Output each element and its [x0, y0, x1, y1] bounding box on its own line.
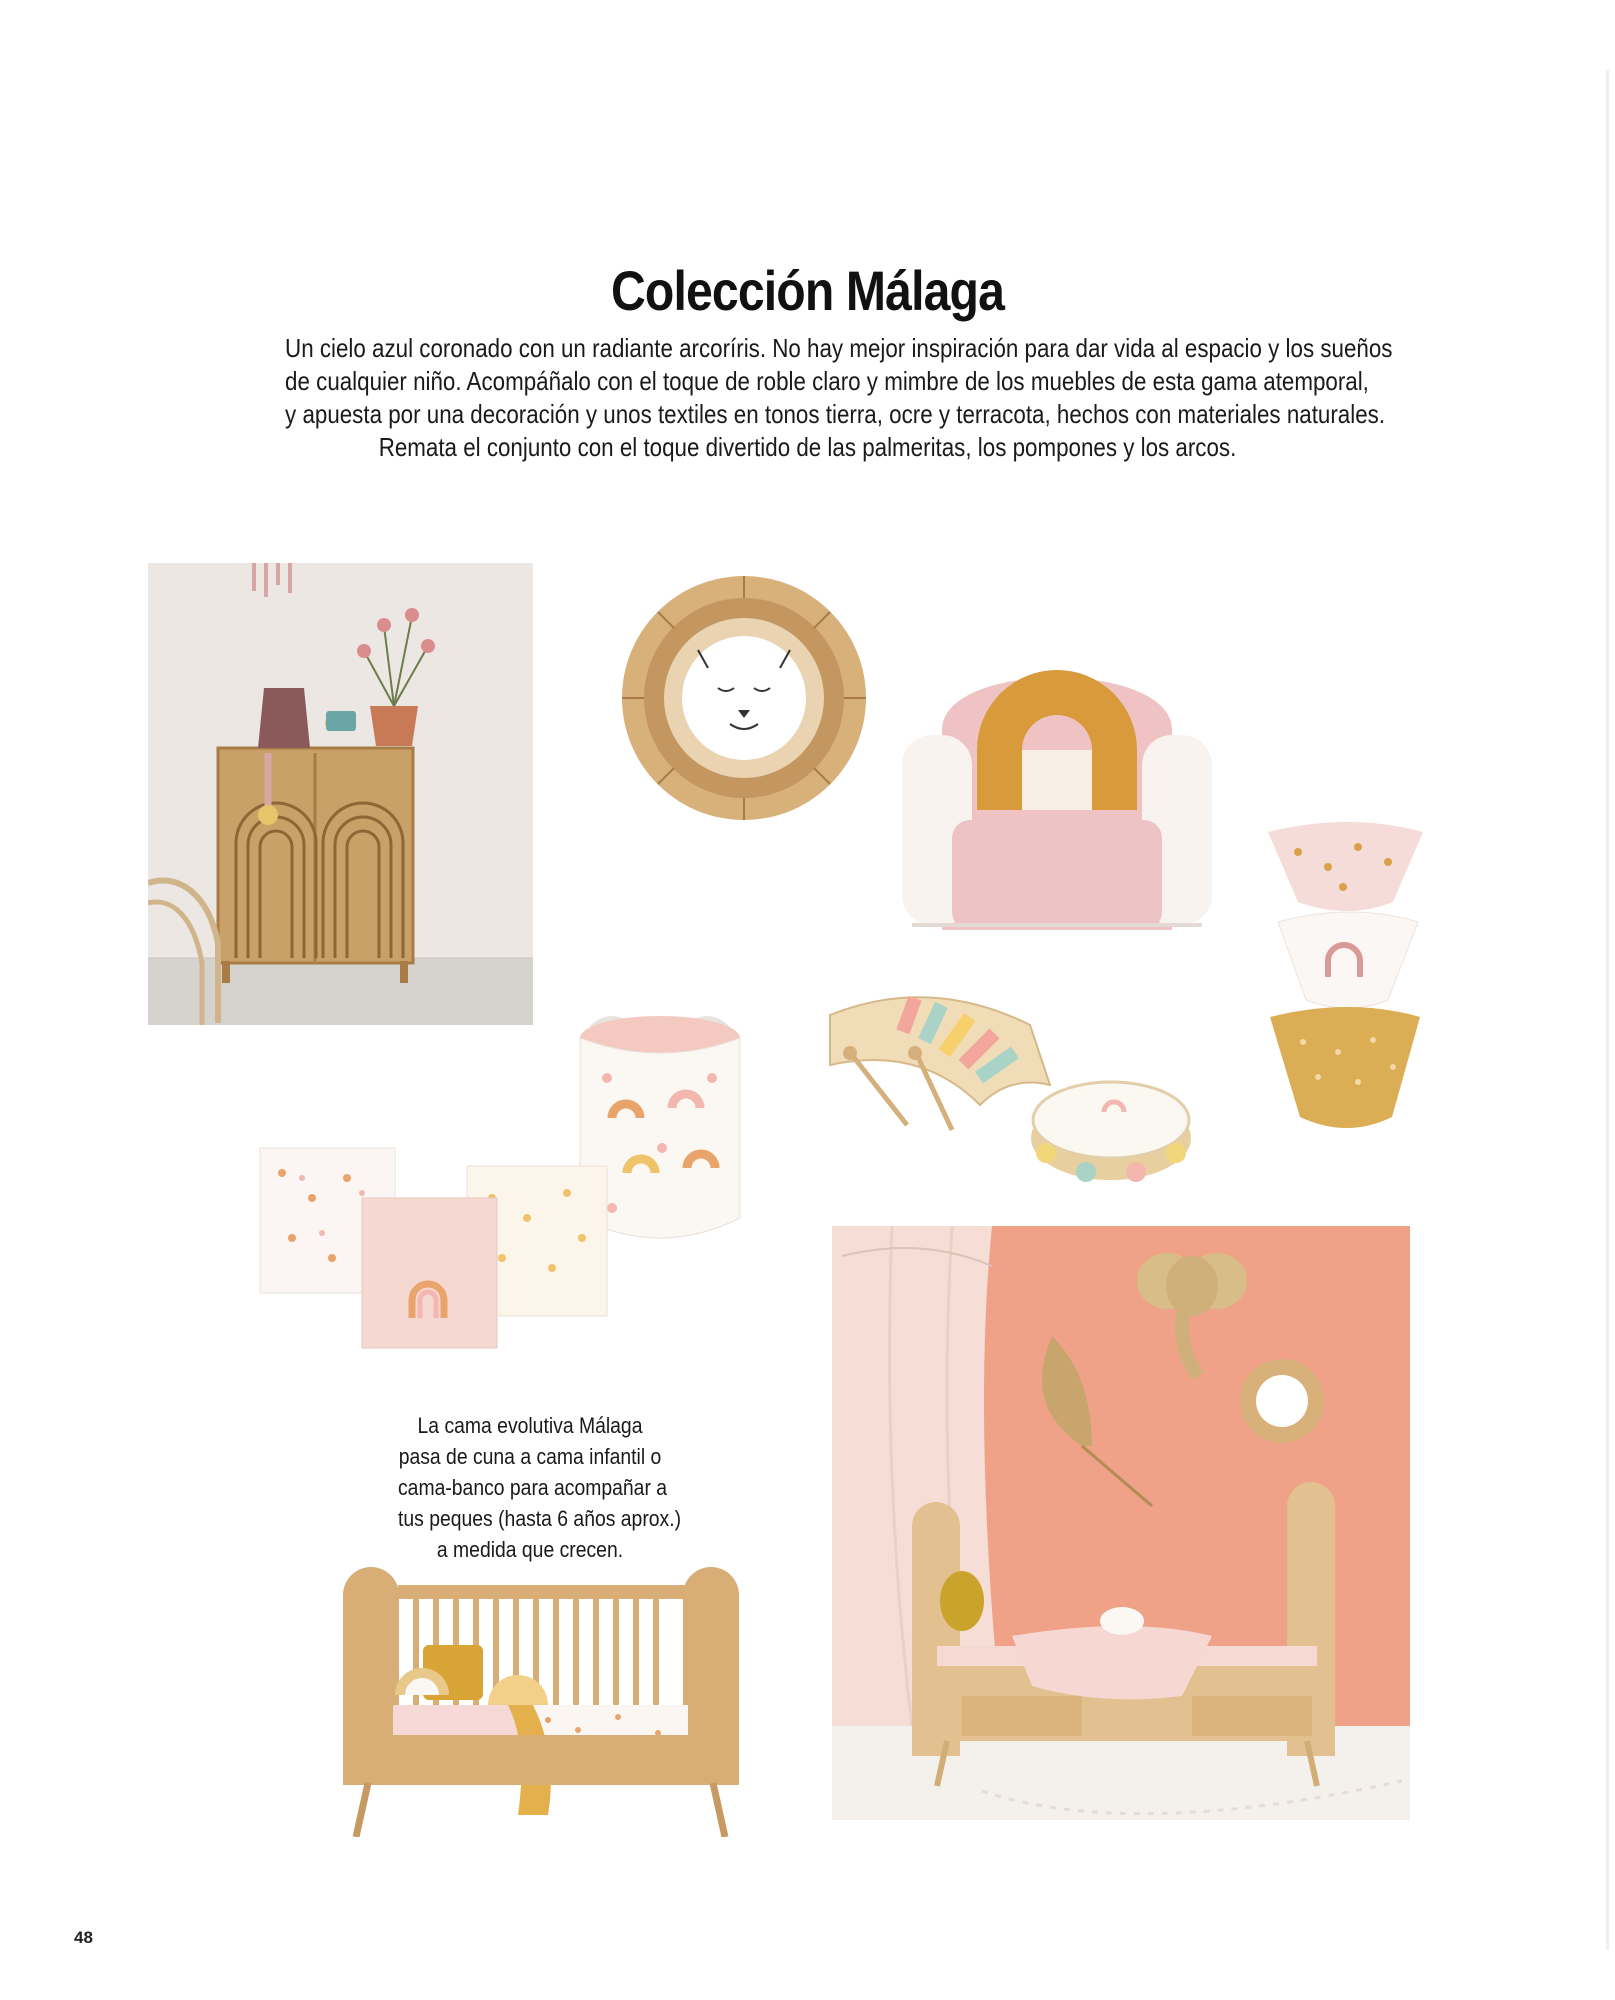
caption-line: pasa de cuna a cama infantil o	[398, 1444, 662, 1469]
intro-line: Remata el conjunto con el toque divertido de las palmeritas, los pompones y los arcos.	[378, 432, 1237, 462]
intro-line: y apuesta por una decoración y unos textiles en tonos tierra, ocre y terracota, hechos con materiales naturales.	[285, 399, 1386, 429]
muslin-swaddles-photo	[252, 1138, 612, 1358]
intro-paragraph	[285, 332, 1393, 464]
caption-line: a medida que crecen.	[436, 1537, 624, 1562]
caption-line: cama-banco para acompañar a	[398, 1475, 668, 1500]
bed-caption	[398, 1410, 682, 1565]
intro-line: Un cielo azul coronado con un radiante arcoríris. No hay mejor inspiración para dar vida al espacio y los sueños	[285, 333, 1393, 363]
lion-raffia-wall-decor-photo	[618, 572, 870, 824]
page-title: Colección Málaga	[610, 259, 1005, 322]
rainbow-kids-armchair-photo	[902, 640, 1212, 940]
rattan-cabinet-photo	[148, 563, 533, 1025]
tambourine-photo	[1016, 1068, 1206, 1188]
page-edge-divider	[1606, 70, 1609, 1950]
page-number: 48	[74, 1928, 93, 1947]
caption-line: La cama evolutiva Málaga	[417, 1413, 643, 1438]
intro-line: de cualquier niño. Acompáñalo con el toque de roble claro y mimbre de los muebles de esta gama atemporal,	[285, 366, 1369, 396]
convertible-cot-photo	[338, 1555, 743, 1837]
terracotta-bedroom-photo	[832, 1226, 1410, 1820]
caption-line: tus peques (hasta 6 años aprox.)	[398, 1506, 682, 1531]
bandana-bibs-photo	[1258, 812, 1428, 1142]
